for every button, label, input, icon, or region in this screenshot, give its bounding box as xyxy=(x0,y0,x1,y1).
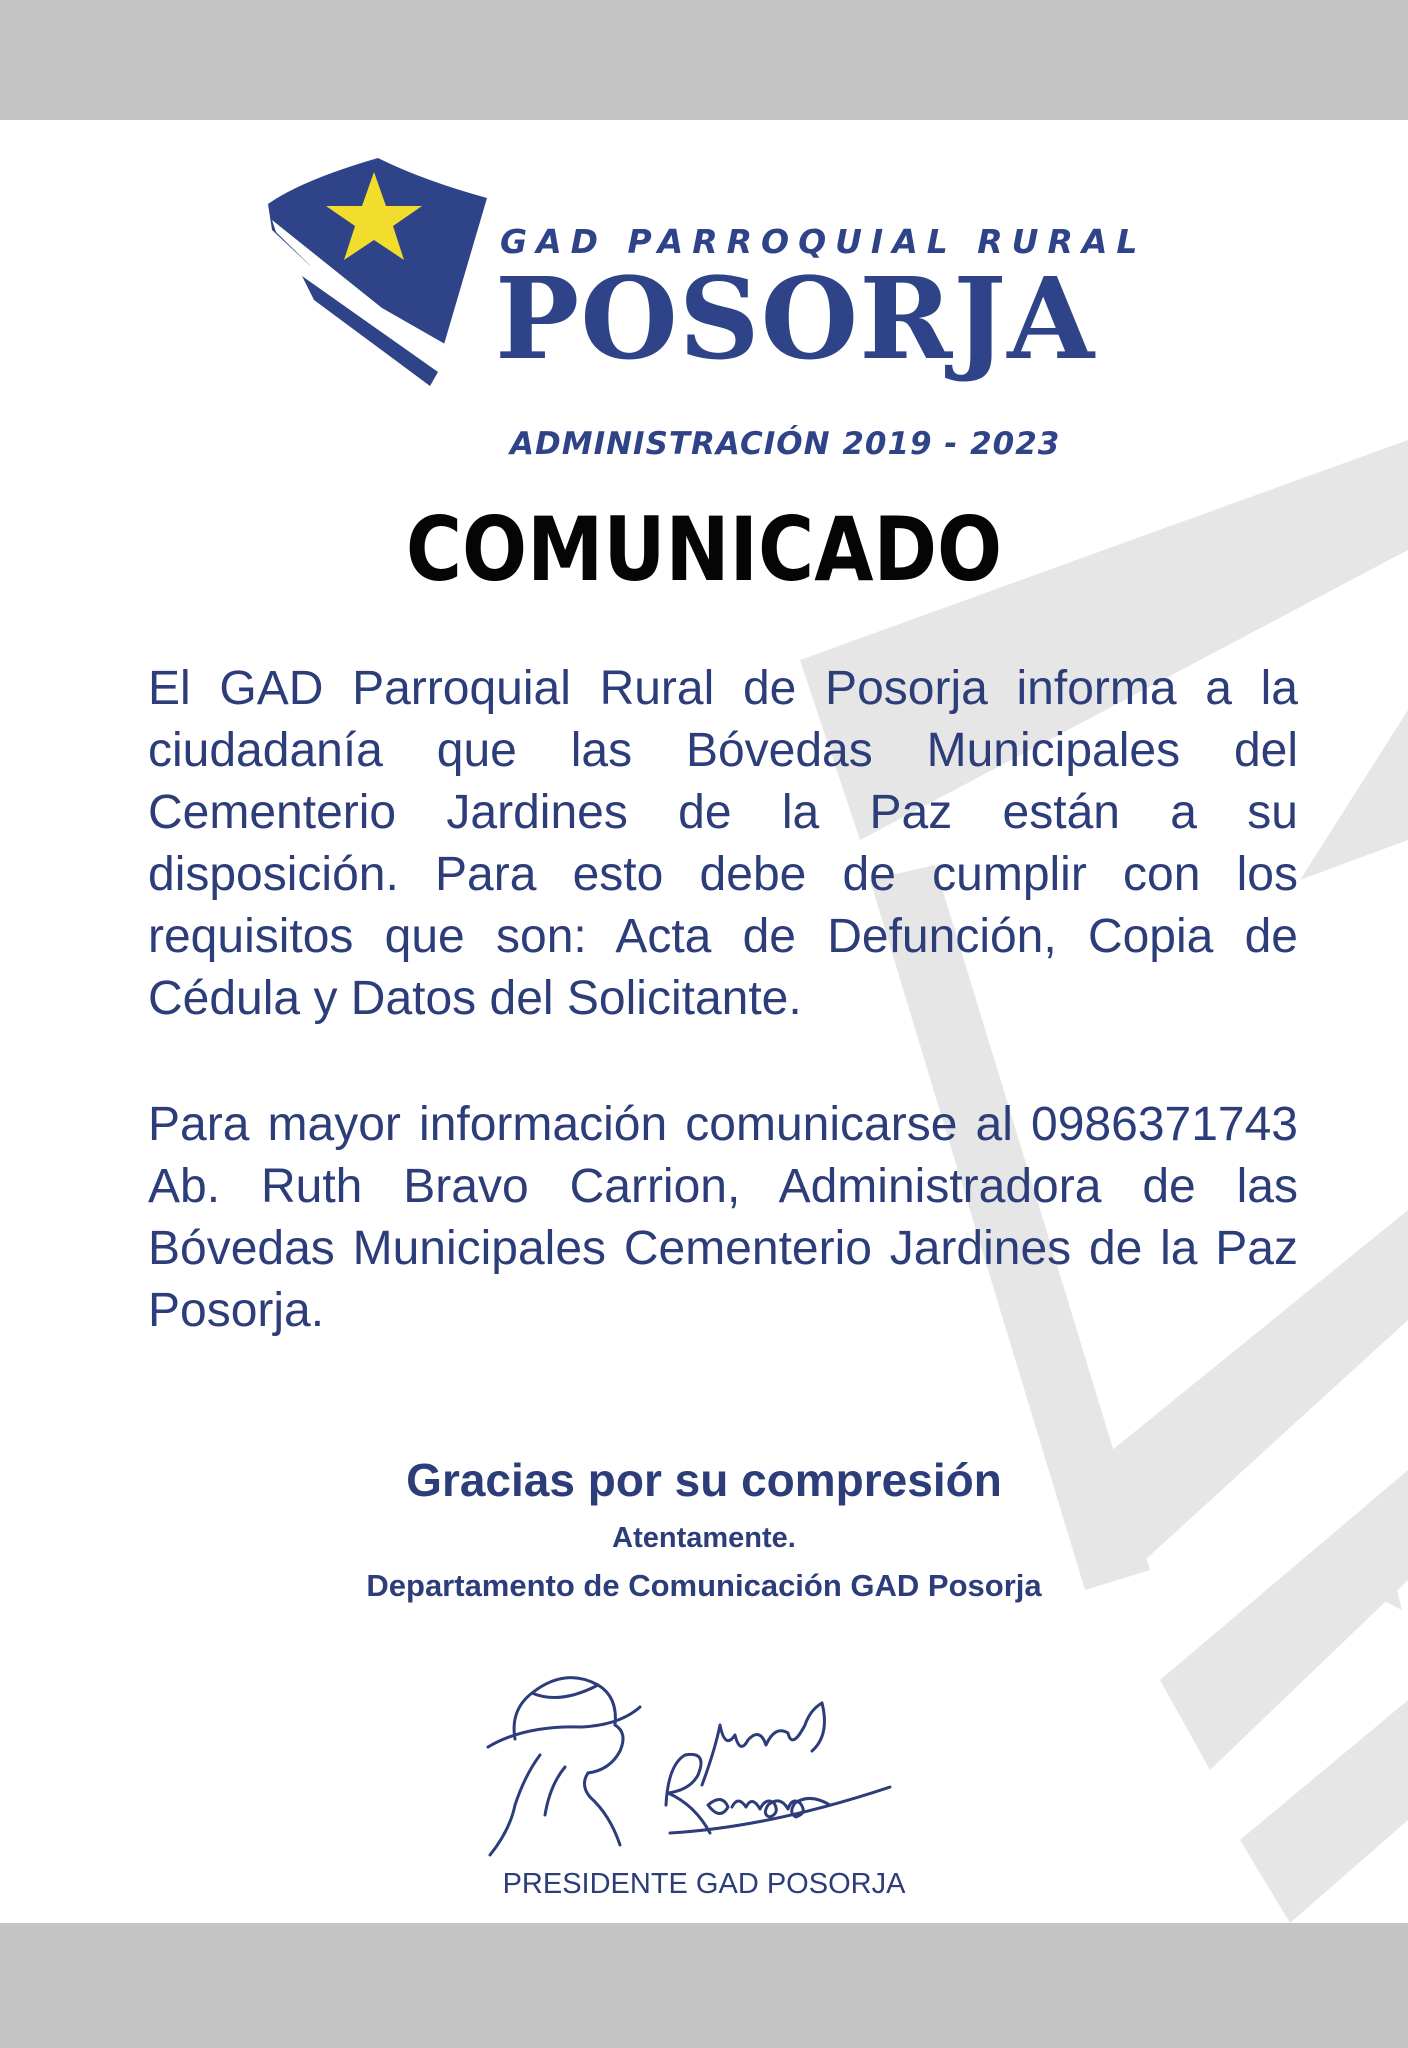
top-band xyxy=(0,0,1408,120)
announcement-paragraph: El GAD Parroquial Rural de Posorja informa a la ciudadanía que las Bóvedas Municipales del Cementerio Jardines de la Paz están a su disposición. Para esto debe de cumplir con los requisitos que son: Acta de Defunción, Copia de Cédula y Datos del Solicitante. xyxy=(148,662,1298,1025)
department-line: Departamento de Comunicación GAD Posorja xyxy=(366,1568,1042,1603)
contact-paragraph: Para mayor información comunicarse al 0986371743 Ab. Ruth Bravo Carrion, Administradora de las Bóvedas Municipales Cementerio Jardines de la Paz Posorja. xyxy=(148,1098,1298,1337)
bottom-band xyxy=(0,1923,1408,2048)
thanks-line: Gracias por su compresión xyxy=(406,1454,1002,1506)
shield-star-logo-icon xyxy=(262,158,487,393)
regards-line: Atentamente. xyxy=(612,1522,796,1554)
logo-subtitle: GAD PARROQUIAL RURAL xyxy=(500,222,1147,261)
logo-title: POSORJA xyxy=(495,254,1096,385)
page-title: COMUNICADO xyxy=(405,498,1003,601)
logo-administration: ADMINISTRACIÓN 2019 - 2023 xyxy=(510,426,1061,462)
signature-role: PRESIDENTE GAD POSORJA xyxy=(502,1868,906,1900)
signature-portrait-icon xyxy=(470,1655,930,1865)
